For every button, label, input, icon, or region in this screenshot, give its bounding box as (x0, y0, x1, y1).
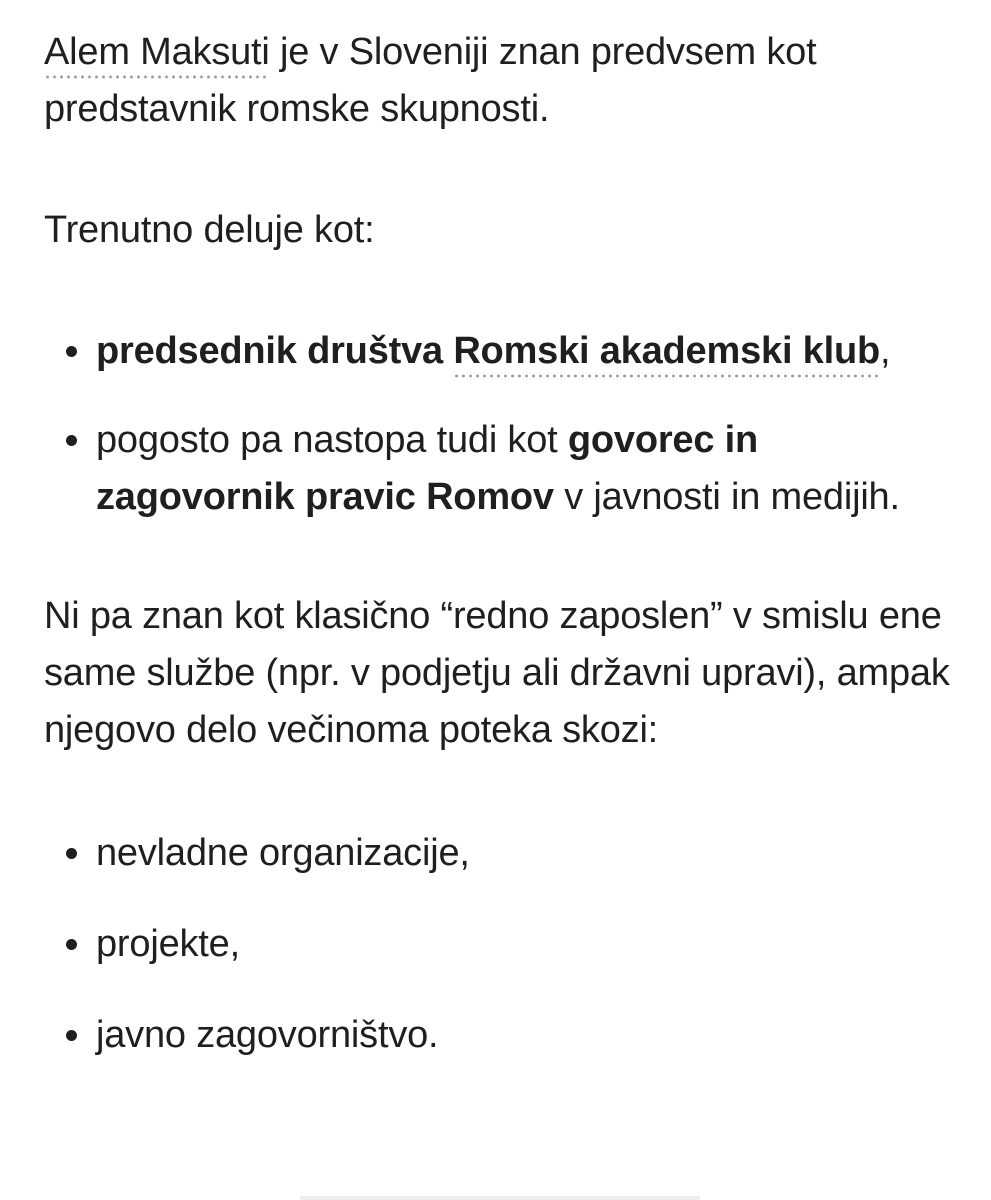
bullet-icon (66, 435, 77, 446)
channels-list (44, 825, 964, 1064)
bottom-divider (300, 1196, 700, 1200)
list-item (44, 1007, 964, 1064)
bullet-icon (66, 1030, 77, 1041)
response-text (44, 24, 964, 1064)
entity-link-alem-maksuti[interactable]: Alem Maksuti (44, 31, 270, 79)
entity-link-romski-akademski-klub[interactable]: Romski akademski klub (453, 330, 880, 378)
current-roles-lead: Trenutno deluje kot: (44, 209, 375, 251)
intro-paragraph (44, 24, 964, 138)
channel-text: projekte, (96, 923, 240, 965)
intro-text: je v Sloveniji znan predvsem kot predstavnik romske skupnosti. (44, 31, 817, 130)
role-text: pogosto pa nastopa tudi kot (96, 419, 568, 461)
list-item (44, 916, 964, 973)
roles-list (44, 323, 964, 526)
list-item (44, 412, 964, 526)
list-item (44, 825, 964, 882)
list-item (44, 323, 964, 380)
role-punctuation: , (879, 330, 891, 372)
role-title: predsednik društva Romski akademski klub (96, 330, 880, 378)
bullet-icon (66, 346, 77, 357)
channel-text: javno zagovorništvo. (96, 1014, 439, 1056)
channel-text: nevladne organizacije, (96, 832, 470, 874)
employment-paragraph: Ni pa znan kot klasično “redno zaposlen” v smislu ene same službe (npr. v podjetju ali državni upravi), ampak njegovo delo večinoma poteka skozi: (44, 595, 950, 751)
bullet-icon (66, 939, 77, 950)
role-text: v javnosti in medijih. (553, 476, 900, 518)
bullet-icon (66, 848, 77, 859)
role-emphasis: govorec in zagovornik pravic Romov (96, 419, 759, 518)
